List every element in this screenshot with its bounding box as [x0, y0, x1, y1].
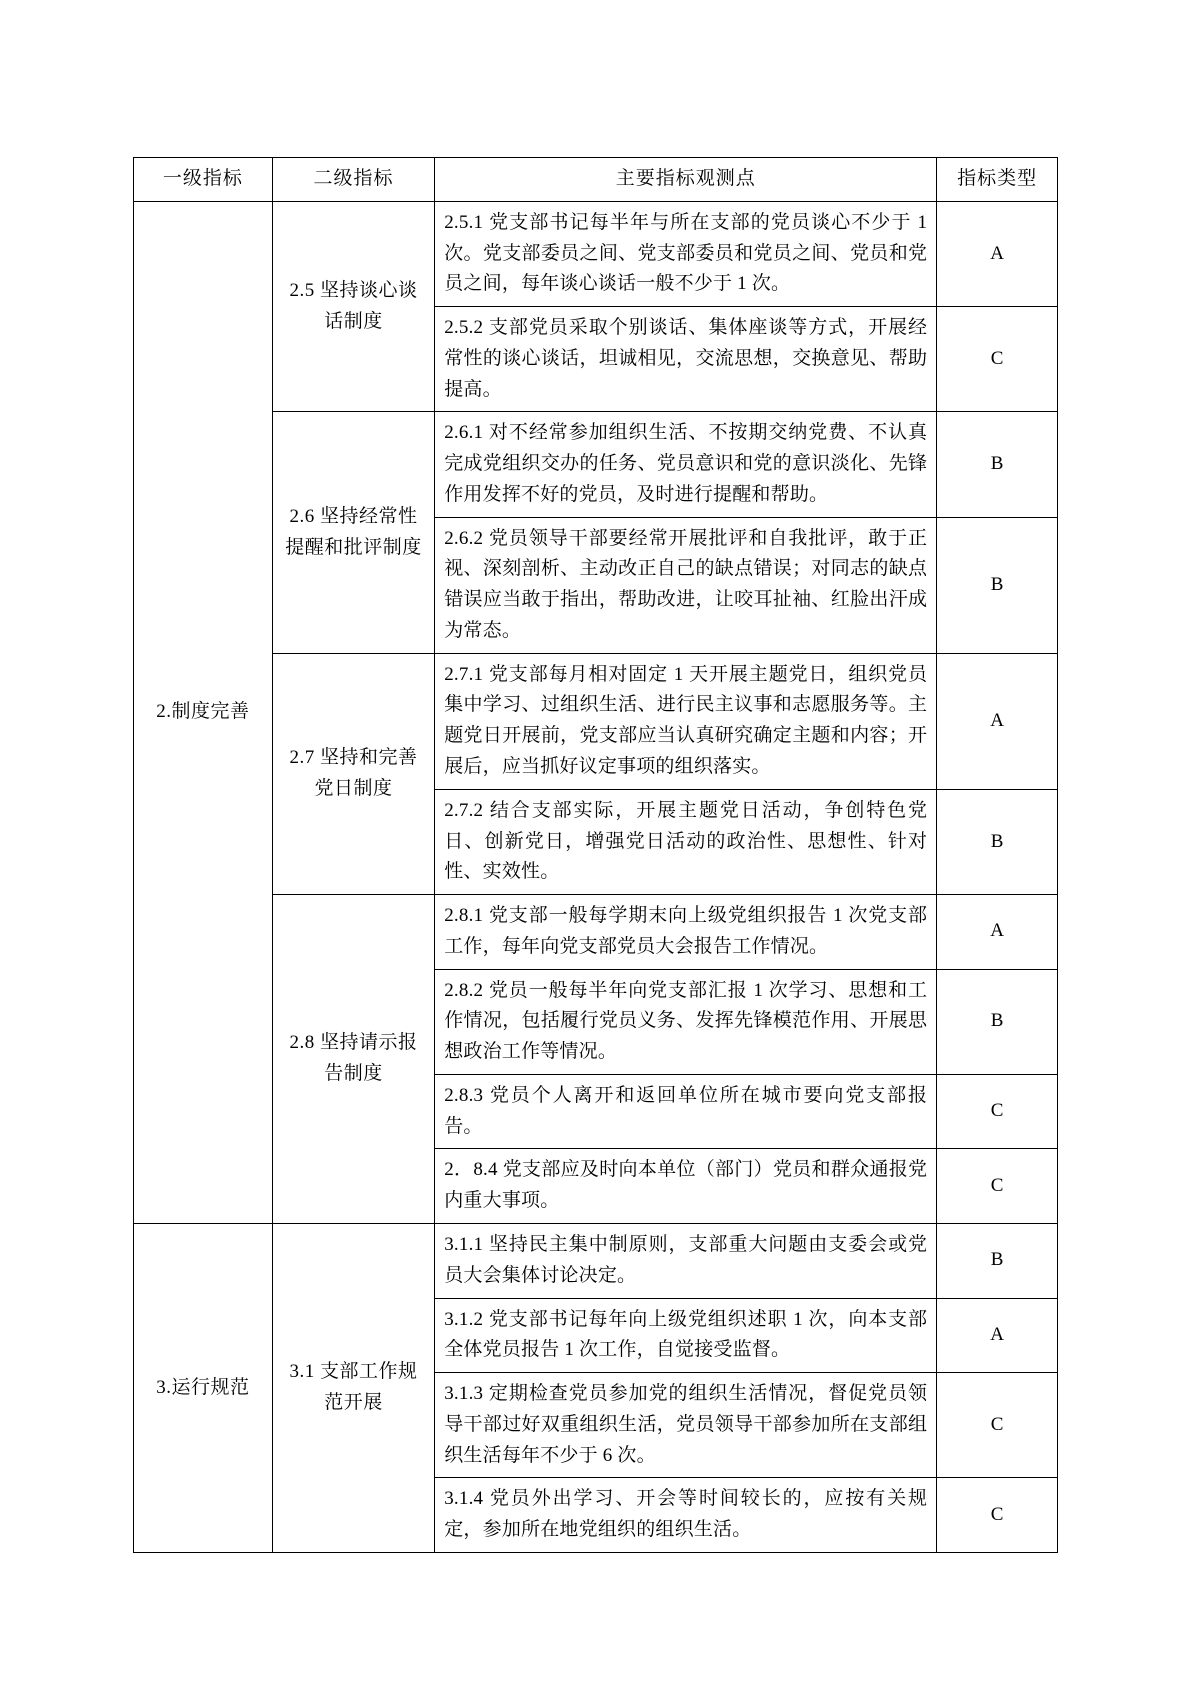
type-cell: B [937, 969, 1058, 1074]
level2-cell: 2.7 坚持和完善党日制度 [272, 653, 434, 894]
point-cell: 2.6.1 对不经常参加组织生活、不按期交纳党费、不认真完成党组织交办的任务、党员意识和党的意识淡化、先锋作用发挥不好的党员，及时进行提醒和帮助。 [435, 412, 937, 517]
table-row [134, 412, 1058, 517]
point-cell: 3.1.2 党支部书记每年向上级党组织述职 1 次，向本支部全体党员报告 1 次工作，自觉接受监督。 [435, 1298, 937, 1373]
header-point: 主要指标观测点 [435, 158, 937, 202]
level2-cell: 3.1 支部工作规范开展 [272, 1223, 434, 1552]
header-level1: 一级指标 [134, 158, 273, 202]
type-cell: A [937, 895, 1058, 970]
indicator-table [133, 157, 1058, 1553]
point-cell: 3.1.3 定期检查党员参加党的组织生活情况，督促党员领导干部过好双重组织生活，党员领导干部参加所在支部组织生活每年不少于 6 次。 [435, 1373, 937, 1478]
header-level2: 二级指标 [272, 158, 434, 202]
point-cell: 2.5.1 党支部书记每半年与所在支部的党员谈心不少于 1 次。党支部委员之间、党支部委员和党员之间、党员和党员之间，每年谈心谈话一般不少于 1 次。 [435, 201, 937, 306]
level1-cell: 2.制度完善 [134, 201, 273, 1223]
point-cell: 2.5.2 支部党员采取个别谈话、集体座谈等方式，开展经常性的谈心谈话，坦诚相见，交流思想，交换意见、帮助提高。 [435, 307, 937, 412]
level2-cell: 2.5 坚持谈心谈话制度 [272, 201, 434, 412]
point-cell: 2.7.1 党支部每月相对固定 1 天开展主题党日，组织党员集中学习、过组织生活、进行民主议事和志愿服务等。主题党日开展前，党支部应当认真研究确定主题和内容；开展后，应当抓好议定事项的组织落实。 [435, 653, 937, 789]
type-cell: A [937, 201, 1058, 306]
point-cell: 3.1.4 党员外出学习、开会等时间较长的，应按有关规定，参加所在地党组织的组织生活。 [435, 1478, 937, 1553]
point-cell: 2．8.4 党支部应及时向本单位（部门）党员和群众通报党内重大事项。 [435, 1149, 937, 1224]
point-cell: 2.7.2 结合支部实际，开展主题党日活动，争创特色党日、创新党日，增强党日活动的政治性、思想性、针对性、实效性。 [435, 789, 937, 894]
type-cell: C [937, 307, 1058, 412]
point-cell: 2.8.3 党员个人离开和返回单位所在城市要向党支部报告。 [435, 1074, 937, 1149]
type-cell: C [937, 1373, 1058, 1478]
type-cell: C [937, 1149, 1058, 1224]
table-row [134, 653, 1058, 789]
point-cell: 2.8.2 党员一般每半年向党支部汇报 1 次学习、思想和工作情况，包括履行党员义务、发挥先锋模范作用、开展思想政治工作等情况。 [435, 969, 937, 1074]
type-cell: B [937, 517, 1058, 653]
point-cell: 2.6.2 党员领导干部要经常开展批评和自我批评，敢于正视、深刻剖析、主动改正自己的缺点错误；对同志的缺点错误应当敢于指出，帮助改进，让咬耳扯袖、红脸出汗成为常态。 [435, 517, 937, 653]
point-cell: 3.1.1 坚持民主集中制原则，支部重大问题由支委会或党员大会集体讨论决定。 [435, 1223, 937, 1298]
table-row [134, 895, 1058, 970]
type-cell: A [937, 653, 1058, 789]
table-header-row [134, 158, 1058, 202]
type-cell: B [937, 789, 1058, 894]
table-row [134, 201, 1058, 306]
indicator-table-wrapper [133, 157, 1058, 1553]
level2-cell: 2.8 坚持请示报告制度 [272, 895, 434, 1224]
table-body [134, 201, 1058, 1552]
table-header [134, 158, 1058, 202]
type-cell: C [937, 1478, 1058, 1553]
type-cell: C [937, 1074, 1058, 1149]
level2-cell: 2.6 坚持经常性提醒和批评制度 [272, 412, 434, 653]
level1-cell: 3.运行规范 [134, 1223, 273, 1552]
header-type: 指标类型 [937, 158, 1058, 202]
table-row [134, 1223, 1058, 1298]
point-cell: 2.8.1 党支部一般每学期末向上级党组织报告 1 次党支部工作，每年向党支部党员大会报告工作情况。 [435, 895, 937, 970]
type-cell: A [937, 1298, 1058, 1373]
type-cell: B [937, 412, 1058, 517]
type-cell: B [937, 1223, 1058, 1298]
